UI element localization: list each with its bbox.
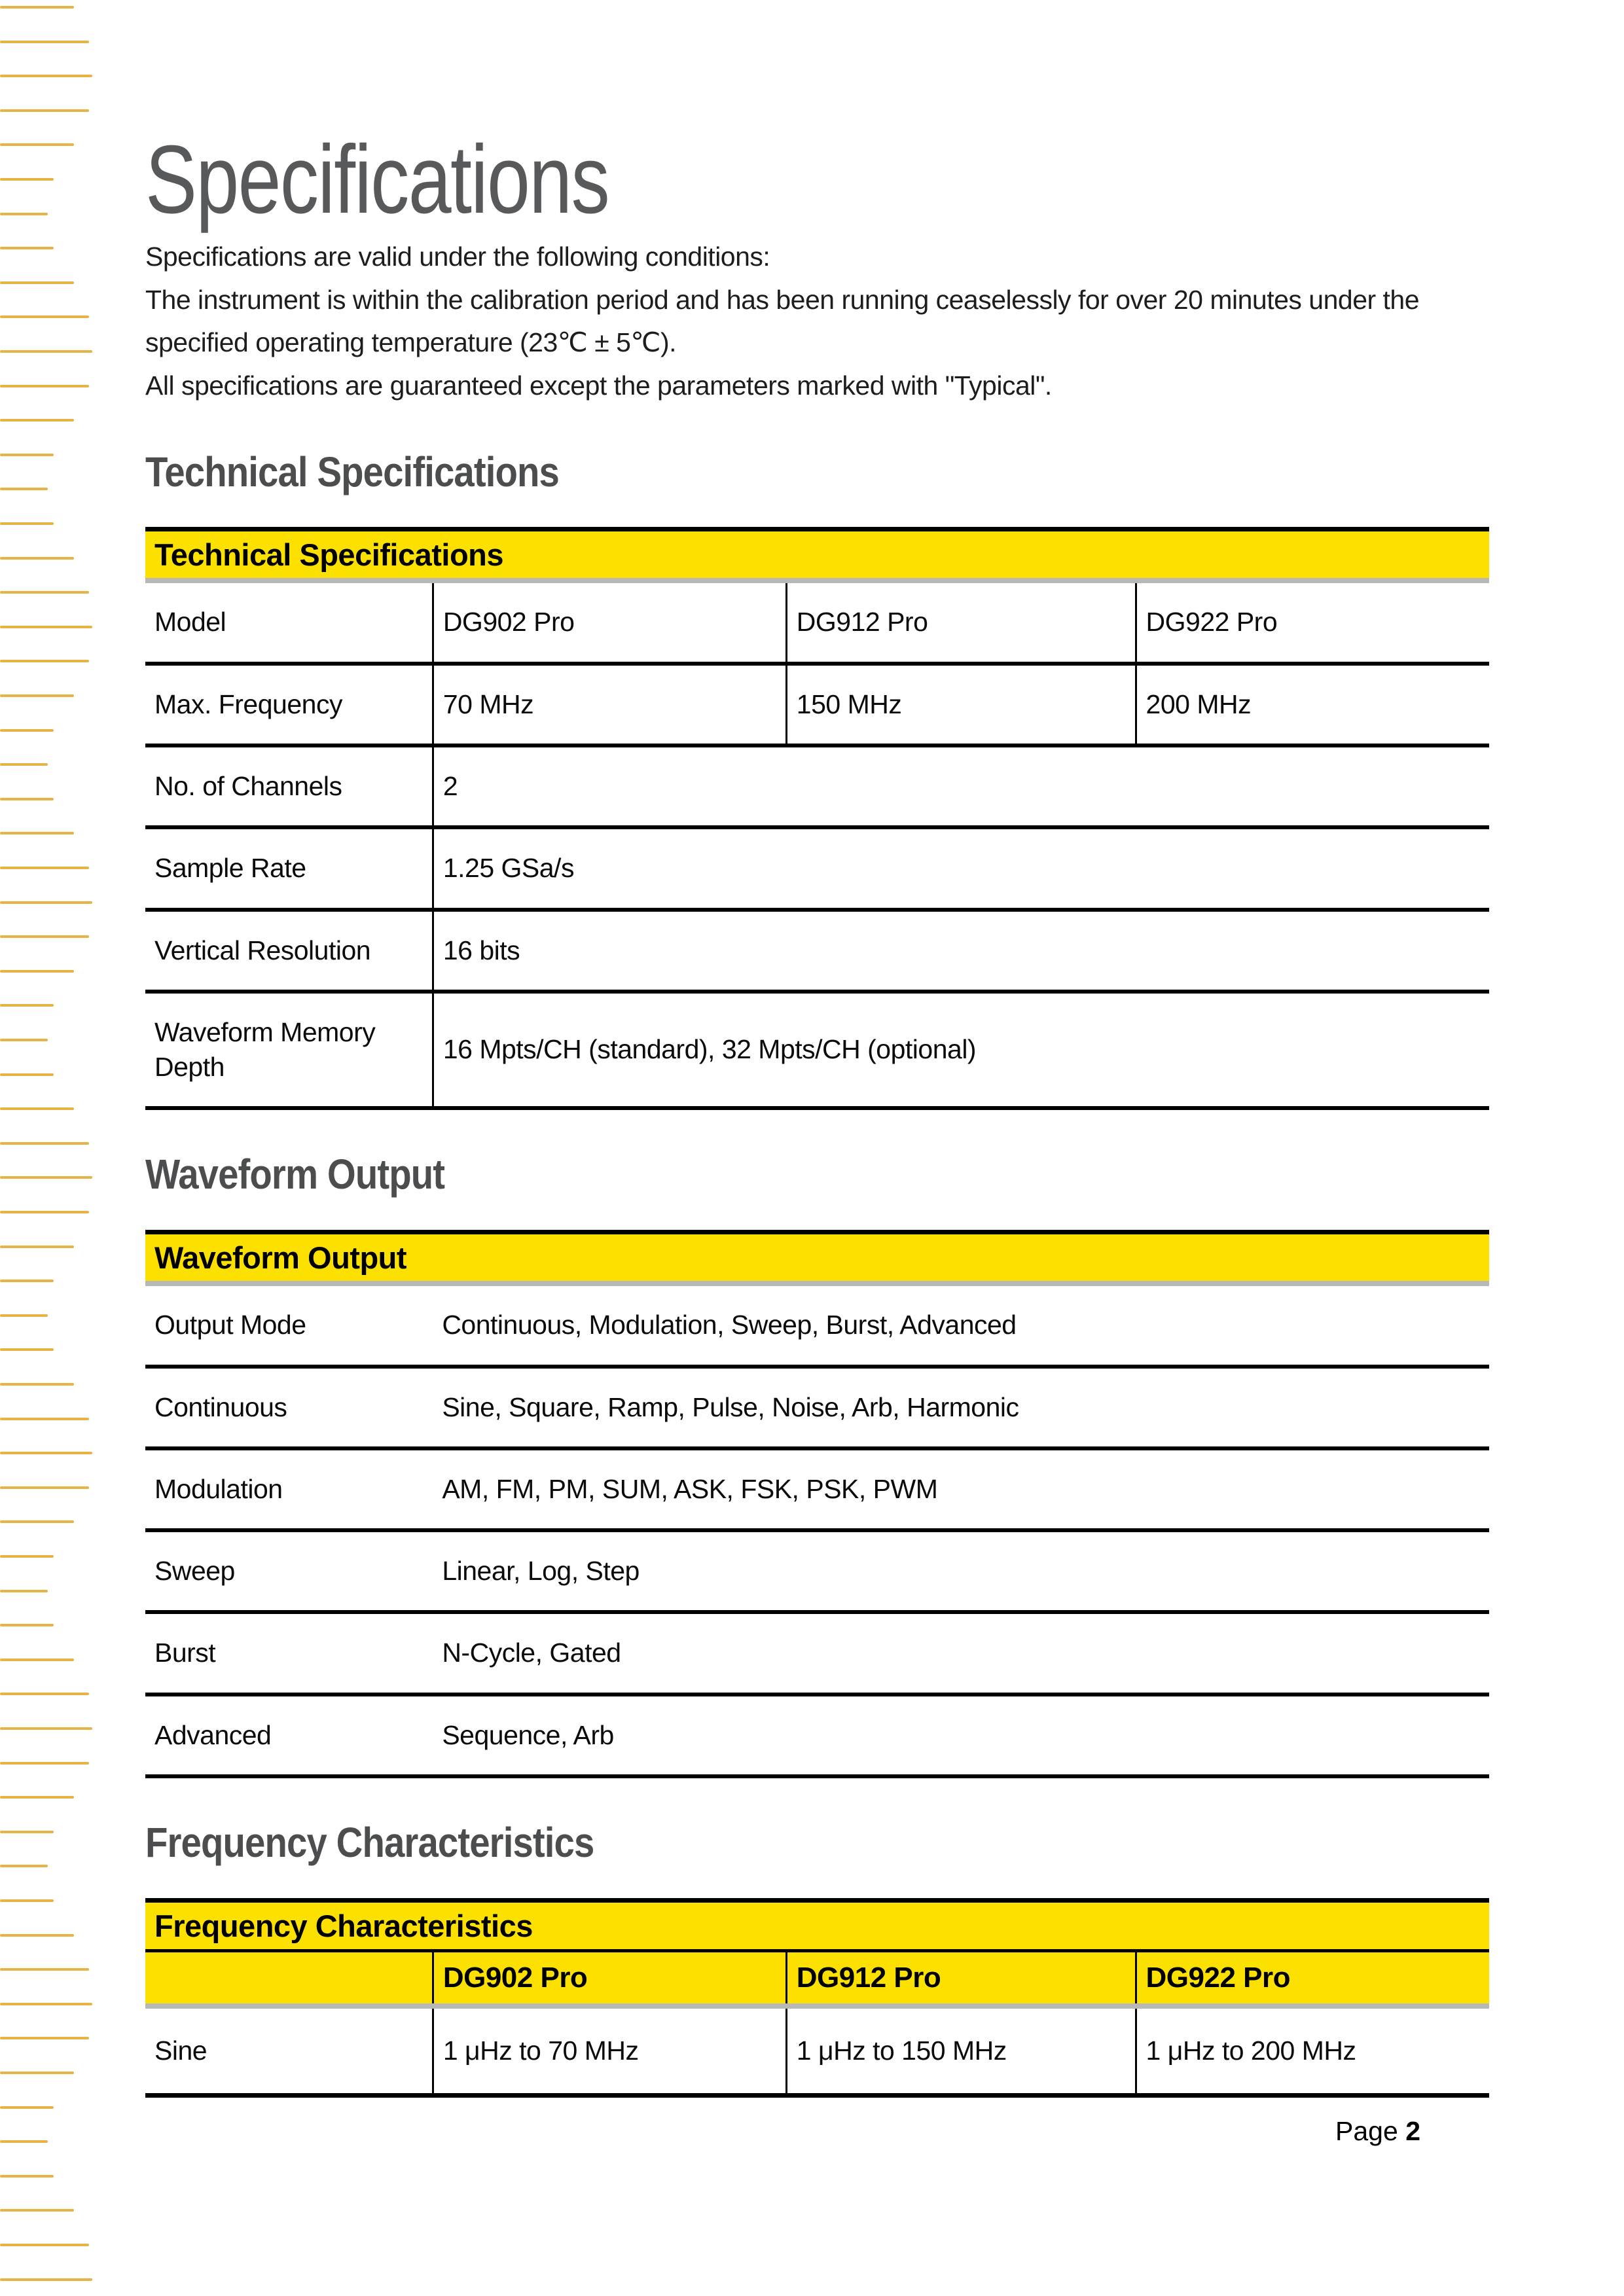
margin-line (0, 1934, 74, 1937)
margin-line (0, 1796, 74, 1799)
table-band-row (145, 1900, 1489, 1950)
margin-line (0, 1486, 89, 1489)
cell-dg912: DG912 Pro (786, 581, 1136, 663)
empty-header-cell (145, 1950, 433, 2006)
margin-line (0, 798, 54, 800)
margin-line (0, 1383, 74, 1386)
row-value: Linear, Log, Step (433, 1530, 1489, 1612)
row-label: Sample Rate (145, 827, 433, 909)
margin-line (0, 2106, 54, 2109)
margin-line (0, 729, 54, 732)
page-footer (145, 2116, 1489, 2147)
cell-dg902: DG902 Pro (433, 581, 786, 663)
margin-line (0, 350, 92, 353)
condition-paragraph: The instrument is within the calibration period and has been running ceaselessly for over 20 minutes under the specified operating temperature (23℃ ± 5℃). (145, 284, 1420, 358)
table-band-row (145, 529, 1489, 581)
margin-line (0, 1039, 48, 1041)
margin-line (0, 178, 54, 181)
row-label: Advanced (145, 1695, 433, 1776)
margin-line (0, 1348, 54, 1351)
model-header-dg922: DG922 Pro (1136, 1950, 1489, 2006)
page-label: Page (1335, 2116, 1406, 2147)
page-title (145, 124, 1489, 236)
margin-line (0, 2278, 92, 2281)
cell-dg902: 1 μHz to 70 MHz (433, 2006, 786, 2096)
margin-line (0, 1831, 54, 1833)
margin-line (0, 1452, 92, 1454)
row-label: No. of Channels (145, 745, 433, 827)
margin-line (0, 1865, 48, 1867)
page-title-text: Specifications (145, 126, 609, 234)
section-heading-technical-specifications: Technical Specifications (145, 448, 559, 495)
cell-dg922: 1 μHz to 200 MHz (1136, 2006, 1489, 2096)
margin-line (0, 1693, 89, 1695)
row-value: 2 (433, 745, 1489, 827)
table-row (145, 992, 1489, 1109)
row-value: Continuous, Modulation, Sweep, Burst, Advanced (433, 1283, 1489, 1366)
table-header-band: Frequency Characteristics (145, 1900, 1489, 1950)
row-label: Sweep (145, 1530, 433, 1612)
frequency-characteristics-table (145, 1898, 1489, 2098)
table-row (145, 745, 1489, 827)
margin-line (0, 1314, 48, 1317)
margin-line (0, 763, 48, 766)
margin-line (0, 626, 92, 628)
margin-ruler-decoration (0, 0, 111, 2296)
margin-line (0, 1211, 89, 1213)
margin-line (0, 2209, 74, 2212)
margin-line (0, 143, 74, 146)
margin-line (0, 1659, 74, 1661)
row-label: Output Mode (145, 1283, 433, 1366)
margin-line (0, 591, 89, 594)
table-row (145, 581, 1489, 663)
intro-paragraph: Specifications are valid under the following conditions: (145, 242, 770, 272)
row-label: Burst (145, 1612, 433, 1694)
row-value: N-Cycle, Gated (433, 1612, 1489, 1694)
table-row (145, 1612, 1489, 1694)
row-label: Sine (145, 2006, 433, 2096)
margin-line (0, 2140, 48, 2143)
margin-line (0, 1073, 54, 1076)
cell-dg912: 150 MHz (786, 664, 1136, 745)
margin-line (0, 2003, 92, 2005)
margin-line (0, 1762, 89, 1765)
row-value: 16 Mpts/CH (standard), 32 Mpts/CH (optional) (433, 992, 1489, 1109)
row-label: Modulation (145, 1448, 433, 1530)
row-value: 1.25 GSa/s (433, 827, 1489, 909)
model-header-dg912: DG912 Pro (786, 1950, 1136, 2006)
page-content (145, 0, 1489, 2147)
margin-line (0, 41, 89, 43)
table-row (145, 827, 1489, 909)
cell-dg912: 1 μHz to 150 MHz (786, 2006, 1136, 2096)
margin-line (0, 315, 89, 318)
section-heading-frequency-characteristics: Frequency Characteristics (145, 1819, 594, 1867)
page-number: 2 (1405, 2116, 1420, 2147)
margin-line (0, 247, 54, 249)
margin-line (0, 1520, 74, 1523)
margin-line (0, 867, 89, 869)
margin-line (0, 419, 74, 422)
margin-line (0, 6, 74, 9)
row-label: Max. Frequency (145, 664, 433, 745)
margin-line (0, 109, 89, 112)
table-row (145, 1530, 1489, 1612)
model-header-dg902: DG902 Pro (433, 1950, 786, 2006)
margin-line (0, 1727, 92, 1730)
margin-line (0, 522, 54, 525)
margin-line (0, 213, 48, 215)
table-row (145, 1695, 1489, 1776)
row-label: Vertical Resolution (145, 910, 433, 992)
table-header-band: Waveform Output (145, 1232, 1489, 1284)
row-label: Model (145, 581, 433, 663)
row-value: AM, FM, PM, SUM, ASK, FSK, PSK, PWM (433, 1448, 1489, 1530)
table-row (145, 664, 1489, 745)
table-row (145, 910, 1489, 992)
cell-dg922: DG922 Pro (1136, 581, 1489, 663)
margin-line (0, 1246, 74, 1248)
margin-line (0, 1176, 92, 1179)
margin-line (0, 935, 89, 938)
margin-line (0, 1418, 89, 1420)
margin-line (0, 1280, 54, 1282)
margin-line (0, 2244, 89, 2246)
margin-line (0, 1590, 48, 1592)
margin-line (0, 1142, 89, 1145)
margin-line (0, 1555, 54, 1558)
model-header-row (145, 1950, 1489, 2006)
technical-specifications-table (145, 527, 1489, 1110)
row-value: Sine, Square, Ramp, Pulse, Noise, Arb, Harmonic (433, 1367, 1489, 1448)
margin-line (0, 970, 74, 973)
table-header-band: Technical Specifications (145, 529, 1489, 581)
margin-line (0, 281, 74, 284)
table-row (145, 1283, 1489, 1366)
row-value: 16 bits (433, 910, 1489, 992)
section-heading-waveform-output: Waveform Output (145, 1151, 445, 1198)
margin-line (0, 75, 92, 77)
margin-line (0, 2175, 54, 2178)
cell-dg922: 200 MHz (1136, 664, 1489, 745)
guarantee-paragraph: All specifications are guaranteed except the parameters marked with "Typical". (145, 370, 1052, 401)
margin-line (0, 454, 54, 456)
table-row (145, 1448, 1489, 1530)
margin-line (0, 488, 48, 490)
margin-line (0, 2037, 89, 2039)
margin-line (0, 1899, 54, 1902)
margin-line (0, 1968, 89, 1971)
row-value: Sequence, Arb (433, 1695, 1489, 1776)
margin-line (0, 901, 92, 904)
cell-dg902: 70 MHz (433, 664, 786, 745)
row-label: Waveform Memory Depth (145, 992, 433, 1109)
table-row (145, 1367, 1489, 1448)
margin-line (0, 1107, 74, 1110)
waveform-output-table (145, 1230, 1489, 1778)
margin-line (0, 557, 74, 560)
margin-line (0, 1004, 54, 1007)
margin-line (0, 694, 74, 697)
margin-line (0, 832, 74, 834)
margin-line (0, 660, 89, 662)
margin-line (0, 385, 89, 387)
margin-line (0, 1624, 54, 1626)
table-row (145, 2006, 1489, 2096)
table-band-row (145, 1232, 1489, 1284)
row-label: Continuous (145, 1367, 433, 1448)
margin-line (0, 2072, 74, 2074)
